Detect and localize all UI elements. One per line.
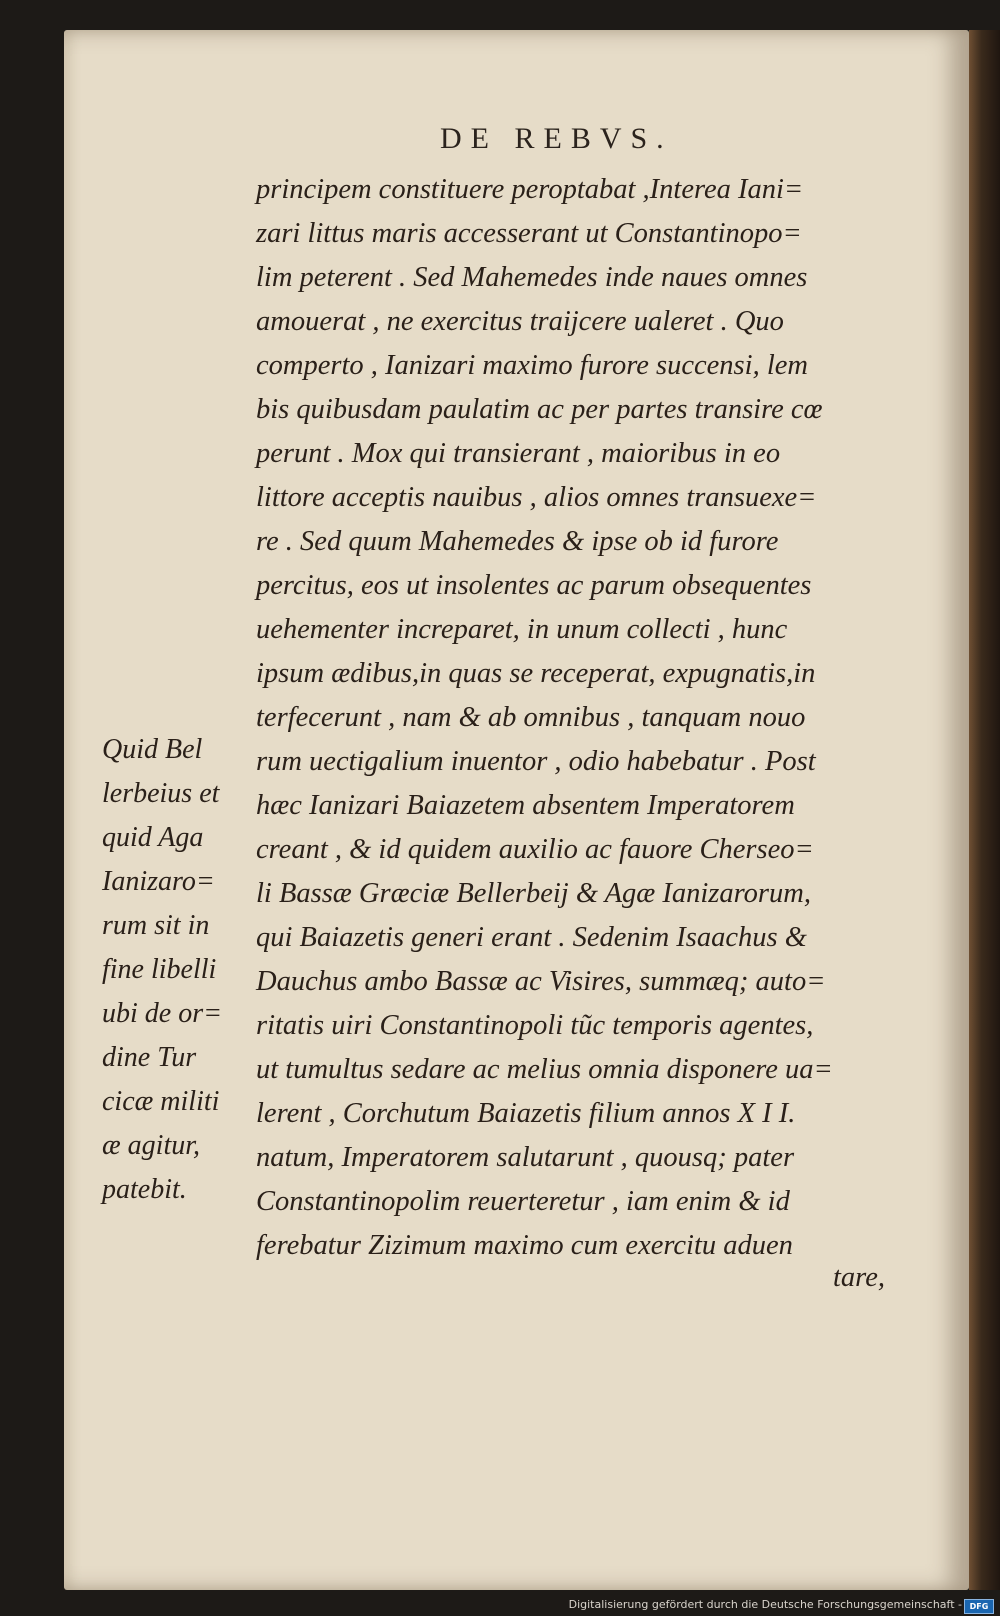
text-line: Dauchus ambo Bassæ ac Visires, summæq; auto=	[256, 966, 826, 997]
page-edge	[969, 30, 1000, 1590]
digitization-credit: Digitalisierung gefördert durch die Deutsche Forschungsgemeinschaft -	[568, 1598, 962, 1611]
text-line: lerent , Corchutum Baiazetis filium annos X I I.	[256, 1098, 796, 1129]
marginal-line: fine libelli	[102, 954, 217, 985]
dfg-logo-icon: DFG	[964, 1599, 994, 1614]
marginal-line: cicæ militi	[102, 1086, 220, 1117]
text-line: rum uectigalium inuentor , odio habebatur . Post	[256, 746, 816, 777]
text-line: principem constituere peroptabat ,Interea Iani=	[256, 174, 804, 205]
marginal-line: æ agitur,	[102, 1130, 201, 1161]
text-line: li Bassæ Græciæ Bellerbeij & Agæ Ianizarorum,	[256, 878, 811, 909]
text-line: ipsum ædibus,in quas se receperat, expugnatis,in	[256, 658, 816, 689]
catchword: tare,	[833, 1262, 885, 1293]
marginal-line: ubi de or=	[102, 998, 222, 1029]
marginal-line: quid Aga	[102, 822, 204, 853]
body-text	[256, 168, 916, 1268]
text-line: ferebatur Zizimum maximo cum exercitu aduen	[256, 1230, 793, 1261]
text-line: littore acceptis nauibus , alios omnes transuexe=	[256, 482, 817, 513]
text-line: qui Baiazetis generi erant . Sedenim Isaachus &	[256, 922, 807, 953]
marginal-note	[102, 728, 252, 1212]
text-line: lim peterent . Sed Mahemedes inde naues omnes	[256, 262, 808, 293]
text-line: ut tumultus sedare ac melius omnia disponere ua=	[256, 1054, 833, 1085]
marginal-line: Ianizaro=	[102, 866, 215, 897]
text-line: perunt . Mox qui transierant , maioribus in eo	[256, 438, 781, 469]
text-line: creant , & id quidem auxilio ac fauore Cherseo=	[256, 834, 814, 865]
text-line: amouerat , ne exercitus traijcere ualeret . Quo	[256, 306, 784, 337]
marginal-line: dine Tur	[102, 1042, 197, 1073]
marginal-line: patebit.	[102, 1174, 187, 1205]
marginal-line: lerbeius et	[102, 778, 220, 809]
text-line: zari littus maris accesserant ut Constantinopo=	[256, 218, 802, 249]
text-line: bis quibusdam paulatim ac per partes transire cœ	[256, 394, 823, 425]
running-headline: DE REBVS.	[440, 122, 673, 155]
text-line: re . Sed quum Mahemedes & ipse ob id furore	[256, 526, 779, 557]
text-line: Constantinopolim reuerteretur , iam enim & id	[256, 1186, 790, 1217]
text-line: percitus, eos ut insolentes ac parum obsequentes	[256, 570, 812, 601]
text-line: natum, Imperatorem salutarunt , quousq; pater	[256, 1142, 795, 1173]
text-line: uehementer increparet, in unum collecti , hunc	[256, 614, 788, 645]
marginal-line: Quid Bel	[102, 734, 203, 765]
text-line: hæc Ianizari Baiazetem absentem Imperatorem	[256, 790, 795, 821]
text-line: comperto , Ianizari maximo furore succensi, lem	[256, 350, 808, 381]
text-line: terfecerunt , nam & ab omnibus , tanquam nouo	[256, 702, 806, 733]
text-line: ritatis uiri Constantinopoli tũc temporis agentes,	[256, 1010, 814, 1041]
marginal-line: rum sit in	[102, 910, 210, 941]
